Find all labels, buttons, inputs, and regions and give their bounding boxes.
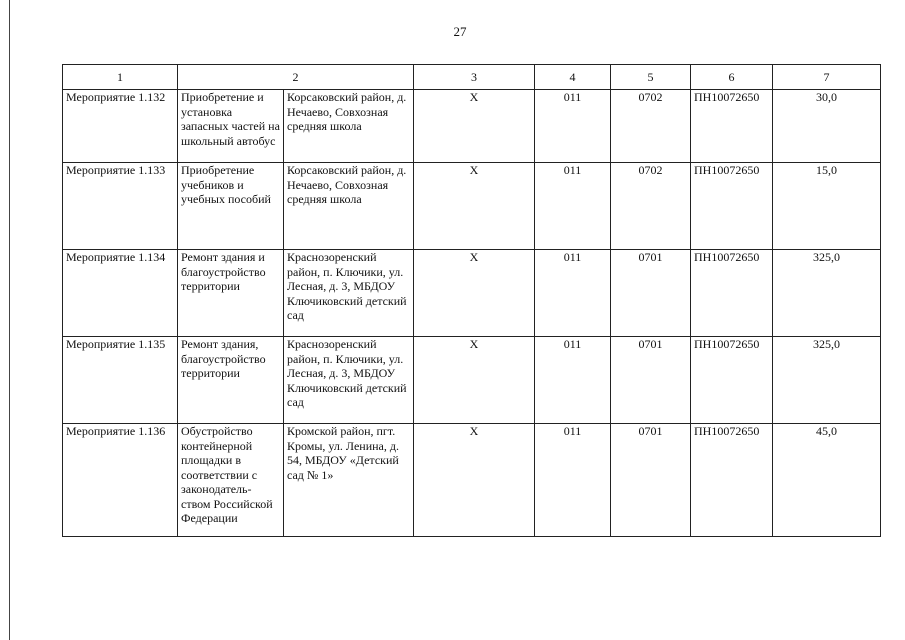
event-cell: Мероприятие 1.134 bbox=[63, 250, 178, 337]
code-a-cell: 011 bbox=[535, 163, 611, 250]
column-header-7: 7 bbox=[773, 65, 881, 90]
mark-cell: Х bbox=[414, 90, 535, 163]
table-header-row bbox=[63, 65, 881, 90]
description-cell: Приобретение учебников и учебных пособий bbox=[178, 163, 284, 250]
code-b-cell: 0701 bbox=[611, 337, 691, 424]
event-cell: Мероприятие 1.132 bbox=[63, 90, 178, 163]
event-cell: Мероприятие 1.136 bbox=[63, 424, 178, 537]
code-a-cell: 011 bbox=[535, 337, 611, 424]
description-cell: Ремонт здания и благоустройство территории bbox=[178, 250, 284, 337]
code-c-cell: ПН10072650 bbox=[691, 250, 773, 337]
code-b-cell: 0701 bbox=[611, 424, 691, 537]
column-header-4: 4 bbox=[535, 65, 611, 90]
location-cell: Кромской район, пгт. Кромы, ул. Ленина, д. 54, МБДОУ «Детский сад № 1» bbox=[284, 424, 414, 537]
column-header-1: 1 bbox=[63, 65, 178, 90]
column-header-2: 2 bbox=[178, 65, 414, 90]
location-cell: Краснозоренский район, п. Ключики, ул. Лесная, д. 3, МБДОУ Ключиковский детский сад bbox=[284, 250, 414, 337]
description-cell: Приобретение и установка запасных частей на школьный автобус bbox=[178, 90, 284, 163]
amount-cell: 325,0 bbox=[773, 250, 881, 337]
amount-cell: 325,0 bbox=[773, 337, 881, 424]
event-cell: Мероприятие 1.135 bbox=[63, 337, 178, 424]
code-c-cell: ПН10072650 bbox=[691, 337, 773, 424]
column-header-5: 5 bbox=[611, 65, 691, 90]
table-row bbox=[63, 424, 881, 537]
column-header-6: 6 bbox=[691, 65, 773, 90]
page-edge-line bbox=[9, 0, 10, 640]
amount-cell: 45,0 bbox=[773, 424, 881, 537]
location-cell: Корсаковский район, д. Нечаево, Совхозная средняя школа bbox=[284, 163, 414, 250]
page-number: 27 bbox=[453, 24, 467, 39]
table-row bbox=[63, 163, 881, 250]
code-b-cell: 0701 bbox=[611, 250, 691, 337]
amount-cell: 30,0 bbox=[773, 90, 881, 163]
code-a-cell: 011 bbox=[535, 90, 611, 163]
budget-table bbox=[62, 64, 881, 537]
amount-cell: 15,0 bbox=[773, 163, 881, 250]
location-cell: Краснозоренский район, п. Ключики, ул. Лесная, д. 3, МБДОУ Ключиковский детский сад bbox=[284, 337, 414, 424]
code-b-cell: 0702 bbox=[611, 90, 691, 163]
column-header-3: 3 bbox=[414, 65, 535, 90]
table-row bbox=[63, 337, 881, 424]
table-row bbox=[63, 90, 881, 163]
mark-cell: Х bbox=[414, 424, 535, 537]
location-cell: Корсаковский район, д. Нечаево, Совхозная средняя школа bbox=[284, 90, 414, 163]
code-b-cell: 0702 bbox=[611, 163, 691, 250]
description-cell: Обустройство контейнерной площадки в соответствии с законодатель-ством Российской Федерации bbox=[178, 424, 284, 537]
code-c-cell: ПН10072650 bbox=[691, 163, 773, 250]
code-c-cell: ПН10072650 bbox=[691, 424, 773, 537]
table-row bbox=[63, 250, 881, 337]
mark-cell: Х bbox=[414, 250, 535, 337]
mark-cell: Х bbox=[414, 163, 535, 250]
mark-cell: Х bbox=[414, 337, 535, 424]
code-a-cell: 011 bbox=[535, 424, 611, 537]
event-cell: Мероприятие 1.133 bbox=[63, 163, 178, 250]
code-c-cell: ПН10072650 bbox=[691, 90, 773, 163]
description-cell: Ремонт здания, благоустройство территории bbox=[178, 337, 284, 424]
code-a-cell: 011 bbox=[535, 250, 611, 337]
